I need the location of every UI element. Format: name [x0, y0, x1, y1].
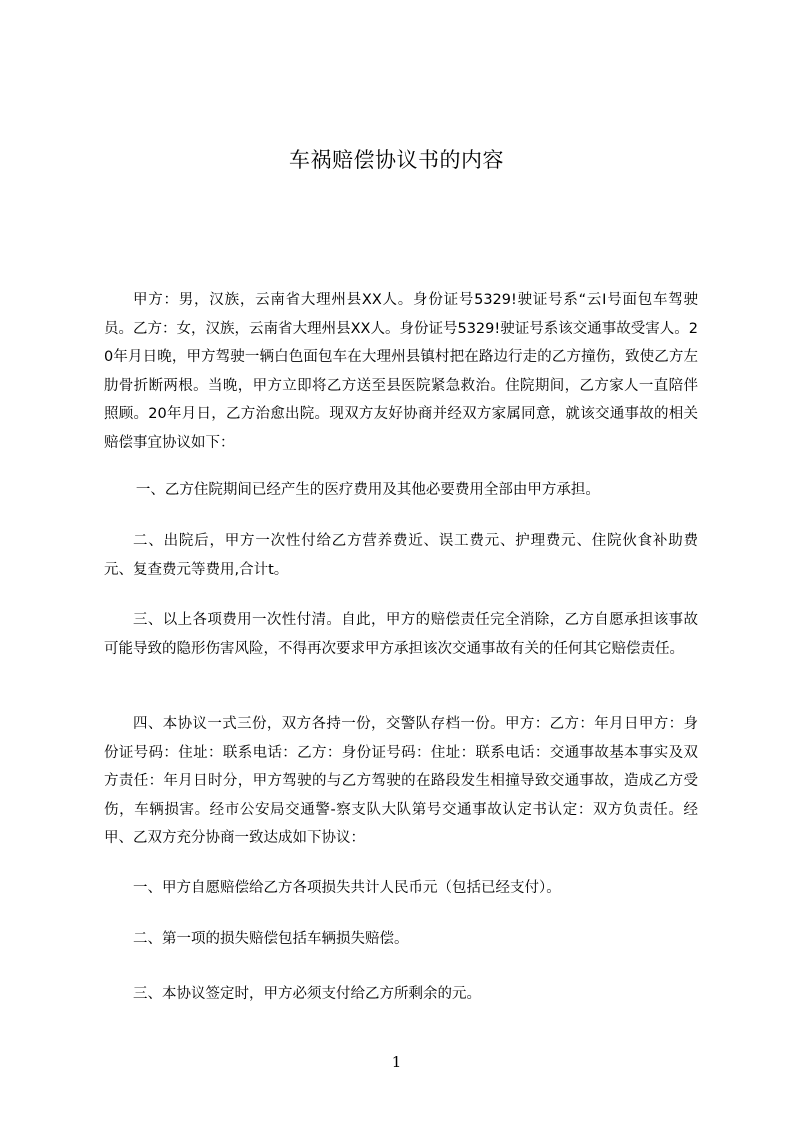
- agreement-item-1: 一、甲方自愿赔偿给乙方各项损失共计人民币元（包括已经支付）。: [133, 880, 561, 896]
- page-number: 1: [391, 1053, 402, 1071]
- document-title: 车祸赔偿协议书的内容: [289, 148, 504, 172]
- agreement-item-3: 三、本协议签定时，甲方必须支付给乙方所剩余的元。: [133, 986, 481, 1002]
- clause-4-paragraph: 四、本协议一式三份，双方各持一份，交警队存档一份。甲方：乙方：年月日甲方：身份证号码：住址：联系电话：乙方：身份证号码：住址：联系电话：交通事故基本事实及双方责任：年月日时分，甲方驾驶的与乙方驾驶的在路段发生相撞导致交通事故，造成乙方受伤，车辆损害。经市公安局交通警-察支队大队第号交通事故认定书认定：双方负责任。经甲、乙双方充分协商一致达成如下协议：: [104, 716, 698, 846]
- clause-2-paragraph: 二、出院后，甲方一次性付给乙方营养费近、误工费元、护理费元、住院伙食补助费元、复查费元等费用,合计t。: [104, 533, 698, 578]
- intro-paragraph: 甲方：男，汉族，云南省大理州县XX人。身份证号5329!驶证号系“云Ⅰ号面包车驾驶员。乙方：女，汉族，云南省大理州县XX人。身份证号5329!驶证号系该交通事故受害人。20年月日晚，甲方驾驶一辆白色面包车在大理州县镇村把在路边行走的乙方撞伤，致使乙方左肋骨折断两根。当晚，甲方立即将乙方送至县医院紧急救治。住院期间，乙方家人一直陪伴照顾。20年月日，乙方治愈出院。现双方友好协商并经双方家属同意，就该交通事故的相关赔偿事宜协议如下：: [104, 292, 698, 451]
- clause-1-paragraph: 一、乙方住院期间已经产生的医疗费用及其他必要费用全部由甲方承担。: [135, 482, 600, 498]
- agreement-item-2: 二、第一项的损失赔偿包括车辆损失赔偿。: [133, 931, 409, 947]
- clause-3-paragraph: 三、以上各项费用一次性付清。自此，甲方的赔偿责任完全消除，乙方自愿承担该事故可能导致的隐形伤害风险，不得再次要求甲方承担该次交通事故有关的任何其它赔偿责任。: [104, 612, 698, 657]
